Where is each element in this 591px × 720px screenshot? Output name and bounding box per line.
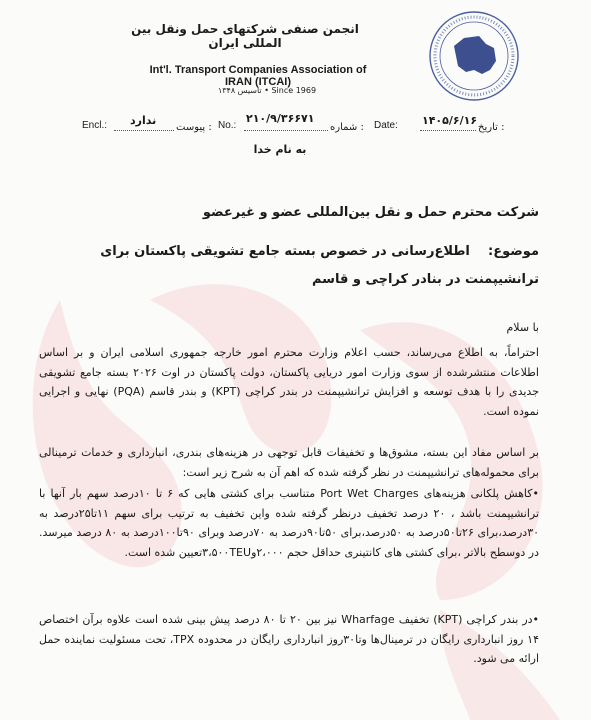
encl-underline (114, 130, 174, 131)
org-name-en: Int'l. Transport Companies Association of IRAN (ITCAI) (149, 64, 367, 88)
subject-line (49, 238, 539, 294)
date-label-fa: تاریخ : (478, 122, 505, 133)
recipient-line: شرکت محترم حمل و نقل بین‌المللی عضو و غیرعضو (202, 205, 539, 220)
encl-label-fa: پیوست : (176, 122, 212, 133)
basmala: به نام خدا (253, 143, 307, 156)
greeting: با سلام (506, 321, 539, 334)
number-underline (244, 130, 328, 131)
founded-line: Since 1969 • تاسیس ۱۳۴۸ (217, 86, 317, 95)
subject-label: موضوع: (488, 244, 539, 259)
org-name-fa: انجمن صنفی شرکتهای حمل ونقل بین المللی ایران (131, 22, 359, 50)
itcai-logo-icon (424, 6, 524, 106)
number-value: ۲۱۰/۹/۳۶۶۷۱ (246, 112, 315, 125)
date-underline (420, 130, 476, 131)
number-label-en: No.: (218, 120, 237, 131)
paragraph-1: احتراماً، به اطلاع می‌رساند، حسب اعلام وزارت محترم امور خارجه جمهوری اسلامی ایران و بر اساس اطلاعات منتشرشده از سوی وزارت امور دریایی پاکستان، دولت پاکستان در اوت ۲۰۲۶ بسته جامع تشویقی جدیدی را با هدف توسعه و افزایش ترانشیپمنت در بندر کراچی (KPT) و بندر قاسم (PQA) نهایی و اجرایی نموده است. (39, 346, 539, 418)
paragraph-2: بر اساس مفاد این بسته، مشوق‌ها و تخفیفات قابل توجهی در هزینه‌های بندری، انبارداری و خدمات ترمینالی برای محموله‌های ترانشیپمنت در نظر گرفته شده که اهم آن به شرح زیر است: (39, 446, 539, 479)
subject-text: اطلاع‌رسانی در خصوص بسته جامع تشویقی پاکستان برای ترانشیپمنت در بنادر کراچی و قاسم (100, 244, 539, 287)
bullet-wharfage: •در بندر کراچی (KPT) تخفیف Wharfage نیز بین ۲۰ تا ۸۰ درصد پیش بینی شده است علاوه برآن اختصاص ۱۴ روز انبارداری رایگان در ترمینال‌ها وتا۳۰روز انبارداری رایگان در محدوده TPX، تحت مسئولیت نماینده حمل ارائه می شود. (39, 613, 540, 666)
bullet-port-wet-charges: •کاهش پلکانی هزینه‌های Port Wet Charges متناسب برای کشتی هایی که ۶ تا ۱۰درصد سهم بار آنها با ترانشیپمنت باشد ، ۲۰ درصد تخفیف درنظر گرفته شده واین تخفیف به ترتیب برای سهم ۱۱تا۲۵درصد به ۳۰درصد،برای ۲۶تا۵۰درصد به ۵۰درصد،برای ۵۰تا۹۰درصد به ۷۰درصد وبرای ۹۰تا۱۰۰درصد به ۸۰ درصد میرسد. در دوسطح بالاتر ،برای کشتی های کانتینری حداقل حجم ۲،۰۰۰و۳،۵۰۰TEUتعیین شده است. (39, 487, 540, 559)
date-label-en: Date: (374, 120, 398, 131)
encl-value: ندارد (130, 114, 157, 127)
encl-label-en: Encl.: (82, 120, 108, 131)
number-label-fa: شماره : (330, 122, 364, 133)
date-value: ۱۴۰۵/۶/۱۶ (422, 114, 478, 127)
